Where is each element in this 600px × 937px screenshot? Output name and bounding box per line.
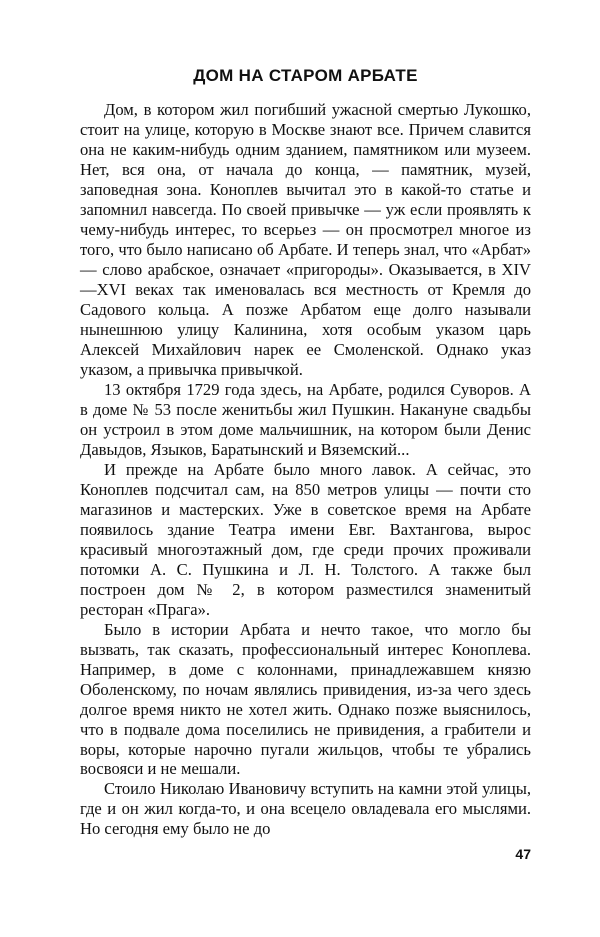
body-text [80,100,531,839]
paragraph: Было в истории Арбата и нечто такое, что могло бы вызвать, так сказать, профессиональный интерес Коноплева. Например, в доме с колоннами, принадлежавшем князю Оболенскому, по ночам являлись привидения, из-за чего здесь долгое время никто не хотел жить. Однако позже выяснилось, что в подвале дома поселились не привидения, а грабители и воры, которые нарочно пугали жильцов, чтобы те убрались восвояси и не мешали. [80,619,531,779]
paragraph: Дом, в котором жил погибший ужасной смертью Лукошко, стоит на улице, которую в Москве знают все. Причем славится она не каким-нибудь одним зданием, памятником или музеем. Нет, вся она, от начала до конца, — памятник, музей, заповедная зона. Коноплев вычитал это в какой-то статье и запомнил навсегда. По своей привычке — уж если проявлять к чему-нибудь интерес, то всерьез — он просмотрел многое из того, что было написано об Арбате. И теперь знал, что «Арбат» — слово арабское, означает «пригороды». Оказывается, в XIV—XVI веках так именовалась вся местность от Кремля до Садового кольца. А позже Арбатом еще долго называли нынешнюю улицу Калинина, хотя особым указом царь Алексей Михайлович нарек ее Смоленской. Однако указ указом, а привычка привычкой. [80,100,531,379]
chapter-title: ДОМ НА СТАРОМ АРБАТЕ [193,66,418,85]
paragraph: 13 октября 1729 года здесь, на Арбате, родился Суворов. А в доме № 53 после женитьбы жил Пушкин. Накануне свадьбы он устроил в этом доме мальчишник, на котором были Денис Давыдов, Языков, Баратынский и Вяземский... [80,379,531,459]
book-page [80,0,531,937]
paragraph: Стоило Николаю Ивановичу вступить на камни этой улицы, где и он жил когда-то, и она всецело овладевала его мыслями. Но сегодня ему было не до [80,779,531,839]
paragraph: И прежде на Арбате было много лавок. А сейчас, это Коноплев подсчитал сам, на 850 метров улицы — почти сто магазинов и мастерских. Уже в советское время на Арбате появилось здание Театра имени Евг. Вахтангова, вырос красивый многоэтажный дом, где среди прочих проживали потомки А. С. Пушкина и Л. Н. Толстого. А также был построен дом № 2, в котором разместился знаменитый ресторан «Прага». [80,459,531,619]
page-number: 47 [515,846,531,862]
